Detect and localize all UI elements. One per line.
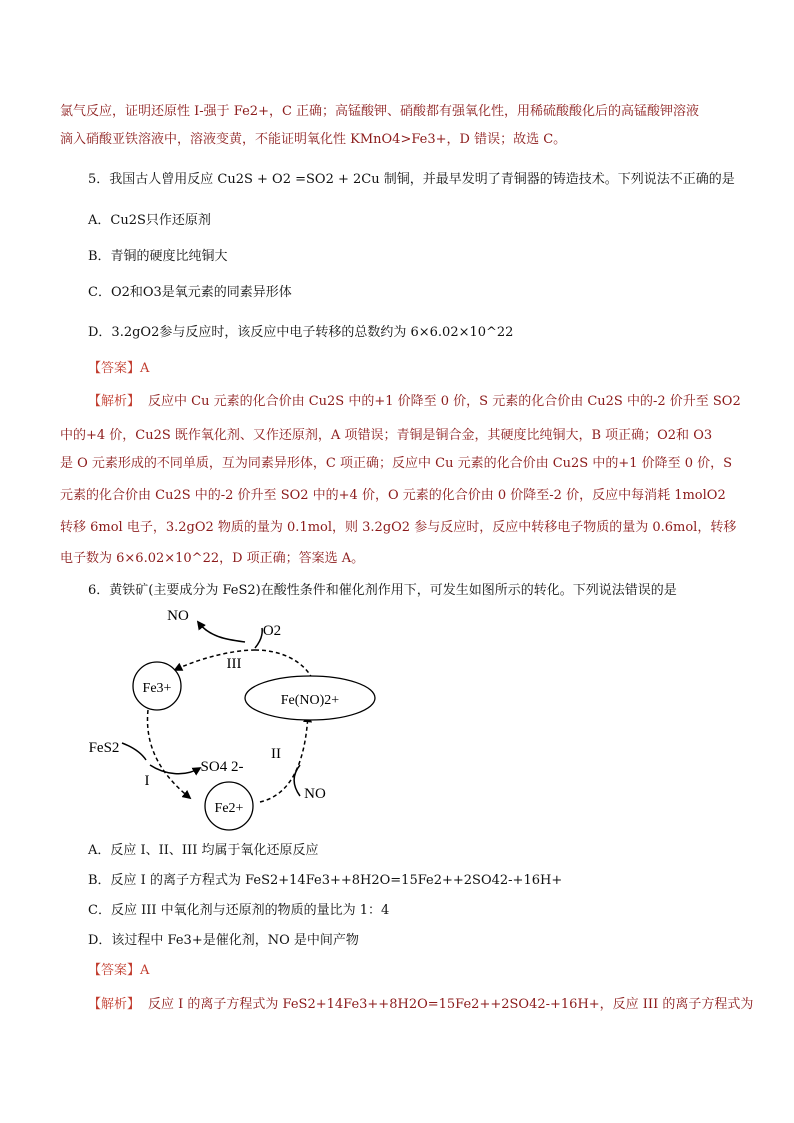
intro-line-2: 滴入硝酸亚铁溶液中，溶液变黄，不能证明氧化性 KMnO4>Fe3+，D 错误；故选 C。: [60, 132, 567, 147]
line-from-fes2: [122, 743, 146, 760]
intro-line-1: 氯气反应，证明还原性 I-强于 Fe2+，C 正确；高锰酸钾、硝酸都有强氧化性，用稀硫酸酸化后的高锰酸钾溶液: [60, 104, 700, 119]
no-top-label: NO: [167, 608, 189, 624]
q5-analysis-line-1: 反应中 Cu 元素的化合价由 Cu2S 中的+1 价降至 0 价，S 元素的化合价由 Cu2S 中的-2 价升至 SO2: [148, 394, 741, 409]
arc-iii-to-fe3: [175, 650, 255, 670]
q6-answer: 【答案】A: [88, 963, 150, 978]
roman-i-label: I: [144, 773, 150, 789]
q5-analysis-line-3: 是 O 元素形成的不同单质，互为同素异形体，C 项正确；反应中 Cu 元素的化合价由 Cu2S 中的+1 价降至 0 价，S: [60, 456, 733, 471]
roman-ii-label: II: [271, 746, 281, 762]
q5-analysis-line-6: 电子数为 6×6.02×10^22，D 项正确；答案选 A。: [60, 551, 365, 566]
q5-option-b: B．青铜的硬度比纯铜大: [88, 249, 228, 264]
q6-stem: 6．黄铁矿(主要成分为 FeS2)在酸性条件和催化剂作用下，可发生如图所示的转化。下列说法错误的是: [88, 583, 677, 598]
q6-option-a: A．反应 I、II、III 均属于氧化还原反应: [88, 843, 319, 858]
q6-analysis-line-1: 反应 I 的离子方程式为 FeS2+14Fe3++8H2O=15Fe2++2SO42-+16H+，反应 III 的离子方程式为: [148, 997, 754, 1012]
fe3-label: Fe3+: [142, 681, 172, 696]
q5-option-c: C．O2和O3是氧元素的同素异形体: [88, 285, 292, 300]
q6-option-c: C．反应 III 中氧化剂与还原剂的物质的量比为 1：4: [88, 903, 390, 918]
q5-option-a: A．Cu2S只作还原剂: [88, 213, 211, 228]
fe2-label: Fe2+: [214, 801, 244, 816]
line-from-o2: [255, 628, 262, 648]
line-from-no-bottom: [294, 765, 300, 796]
q5-analysis-label: 【解析】: [88, 394, 141, 409]
arc-feno-to-iii: [255, 650, 312, 678]
feno-label: Fe(NO)2+: [280, 693, 340, 708]
q5-answer: 【答案】A: [88, 361, 150, 376]
q5-analysis-line-2: 中的+4 价，Cu2S 既作氧化剂、又作还原剂，A 项错误；青铜是铜合金，其硬度比纯铜大，B 项正确；O2和 O3: [60, 428, 713, 443]
so4-label: SO4 2-: [200, 759, 244, 775]
q6-option-d: D．该过程中 Fe3+是催化剂，NO 是中间产物: [88, 933, 359, 948]
arrow-to-no-top: [198, 622, 245, 642]
arrow-to-so4: [150, 765, 200, 774]
fes2-label: FeS2: [88, 740, 120, 756]
q5-option-d: D．3.2gO2参与反应时，该反应中电子转移的总数约为 6×6.02×10^22: [88, 325, 514, 340]
q5-stem: 5．我国古人曾用反应 Cu2S + O2 =SO2 + 2Cu 制铜，并最早发明了青铜器的铸造技术。下列说法不正确的是: [88, 172, 735, 187]
q5-analysis-line-5: 转移 6mol 电子，3.2gO2 物质的量为 0.1mol，则 3.2gO2 参与反应时，反应中转移电子物质的量为 0.6mol，转移: [60, 520, 737, 535]
q5-analysis-line-4: 元素的化合价由 Cu2S 中的-2 价升至 SO2 中的+4 价，O 元素的化合价由 0 价降至-2 价，反应中每消耗 1molO2: [60, 488, 726, 503]
o2-label: O2: [262, 623, 282, 639]
arc-i-to-fe2: [144, 710, 190, 798]
q6-analysis-label: 【解析】: [88, 997, 141, 1012]
roman-iii-label: III: [226, 656, 242, 672]
no-bottom-label: NO: [304, 786, 326, 802]
q6-option-b: B．反应 I 的离子方程式为 FeS2+14Fe3++8H2O=15Fe2++2SO42-+16H+: [88, 873, 563, 888]
arc-ii-to-feno: [260, 715, 308, 802]
q6-reaction-cycle-diagram: [80, 600, 400, 840]
